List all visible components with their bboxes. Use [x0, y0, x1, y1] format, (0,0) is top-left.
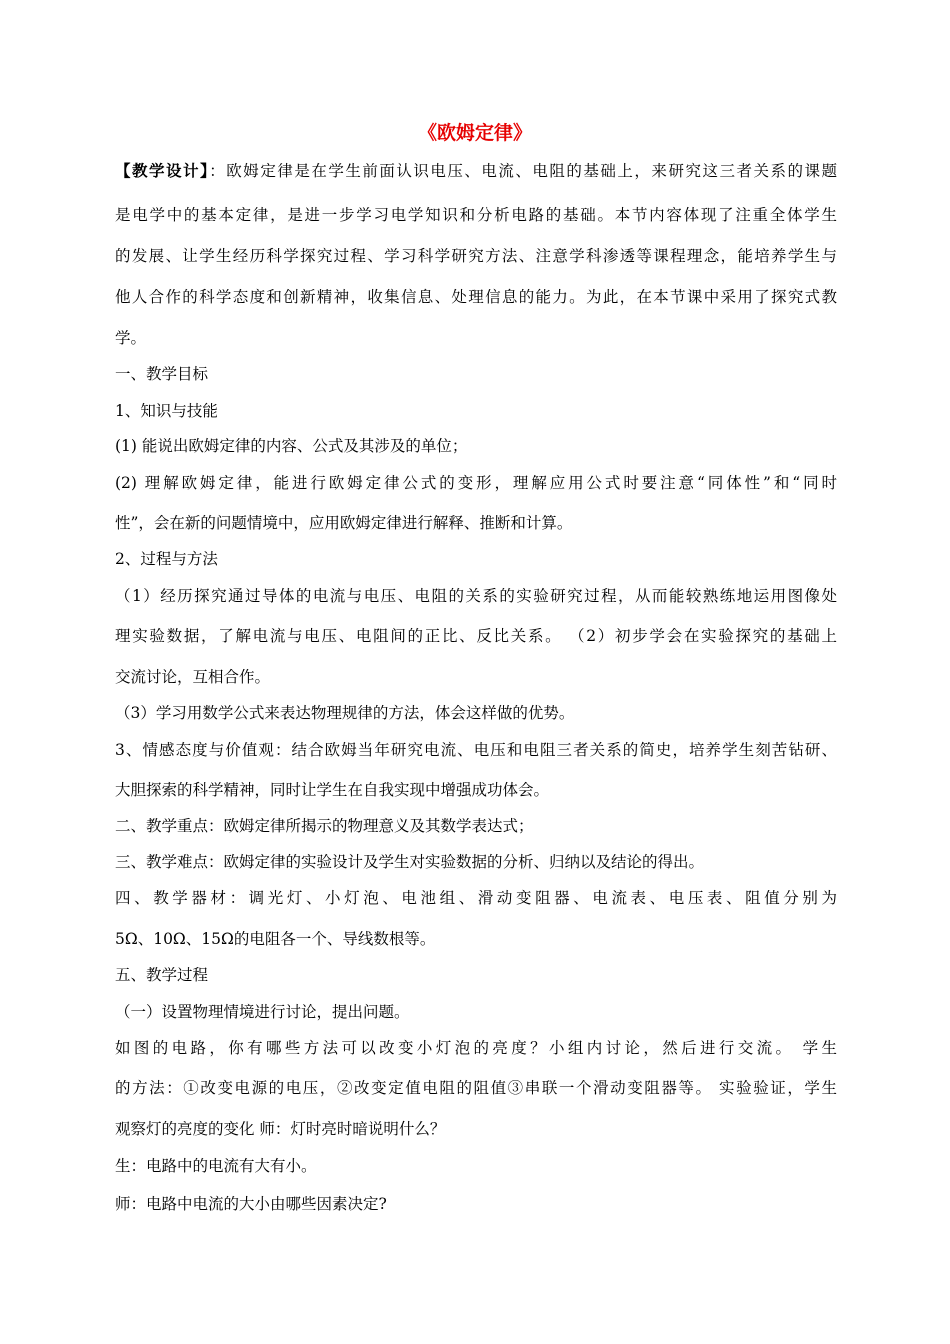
- text-line: （一）设置物理情境进行讨论，提出问题。: [115, 1003, 410, 1021]
- text-line: 理实验数据，了解电流与电压、电阻间的正比、反比关系。 （2）初步学会在实验探究的基础上: [115, 627, 837, 645]
- text-line: 生：电路中的电流有大有小。: [115, 1157, 317, 1175]
- design-line-2: 是电学中的基本定律，是进一步学习电学知识和分析电路的基础。本节内容体现了注重全体学生: [115, 206, 837, 224]
- design-text-1: ：欧姆定律是在学生前面认识电压、电流、电阻的基础上，来研究这三者关系的课题: [209, 162, 837, 180]
- text-line: 如图的电路，你有哪些方法可以改变小灯泡的亮度？小组内讨论，然后进行交流。 学生: [115, 1039, 837, 1057]
- text-line: 性”，会在新的问题情境中，应用欧姆定律进行解释、推断和计算。: [115, 514, 573, 532]
- text-line: 的方法：①改变电源的电压，②改变定值电阻的阻值③串联一个滑动变阻器等。 实验验证，学生: [115, 1079, 837, 1097]
- section-heading-difficulty: 三、教学难点：欧姆定律的实验设计及学生对实验数据的分析、归纳以及结论的得出。: [115, 853, 705, 871]
- text-line: （1）经历探究通过导体的电流与电压、电阻的关系的实验研究过程，从而能较熟练地运用图像处: [115, 587, 837, 605]
- design-line-4: 他人合作的科学态度和创新精神，收集信息、处理信息的能力。为此，在本节课中采用了探究式教: [115, 288, 837, 306]
- section-heading-goals: 一、教学目标: [115, 365, 209, 383]
- design-label: 【教学设计】: [115, 161, 210, 180]
- design-line-5: 学。: [115, 329, 147, 347]
- subheading-process: 2、过程与方法: [115, 550, 218, 568]
- text-line: 5Ω、10Ω、15Ω的电阻各一个、导线数根等。: [115, 930, 436, 948]
- text-line: （3）学习用数学公式来表达物理规律的方法，体会这样做的优势。: [115, 704, 575, 722]
- design-line-3: 的发展、让学生经历科学探究过程、学习科学研究方法、注意学科渗透等课程理念，能培养学生与: [115, 247, 837, 265]
- section-heading-equipment: 四、教学器材：调光灯、小灯泡、电池组、滑动变阻器、电流表、电压表、阻值分别为: [115, 889, 837, 907]
- text-line: 交流讨论，互相合作。: [115, 668, 271, 686]
- document-title: 《欧姆定律》: [417, 122, 532, 144]
- section-heading-process: 五、教学过程: [115, 966, 209, 984]
- text-line: 观察灯的亮度的变化 师：灯时亮时暗说明什么？: [115, 1120, 446, 1138]
- text-line: (1) 能说出欧姆定律的内容、公式及其涉及的单位；: [115, 437, 468, 455]
- text-line: 3、情感态度与价值观：结合欧姆当年研究电流、电压和电阻三者关系的简史，培养学生刻苦钻研、: [115, 741, 837, 759]
- design-line-1: [115, 160, 837, 182]
- text-line: 师：电路中电流的大小由哪些因素决定?: [115, 1195, 387, 1213]
- text-line: 大胆探索的科学精神，同时让学生在自我实现中增强成功体会。: [115, 781, 550, 799]
- text-line: (2) 理解欧姆定律，能进行欧姆定律公式的变形，理解应用公式时要注意“同体性”和“同时: [115, 474, 837, 492]
- subheading-knowledge: 1、知识与技能: [115, 402, 218, 420]
- section-heading-focus: 二、教学重点：欧姆定律所揭示的物理意义及其数学表达式；: [115, 817, 534, 835]
